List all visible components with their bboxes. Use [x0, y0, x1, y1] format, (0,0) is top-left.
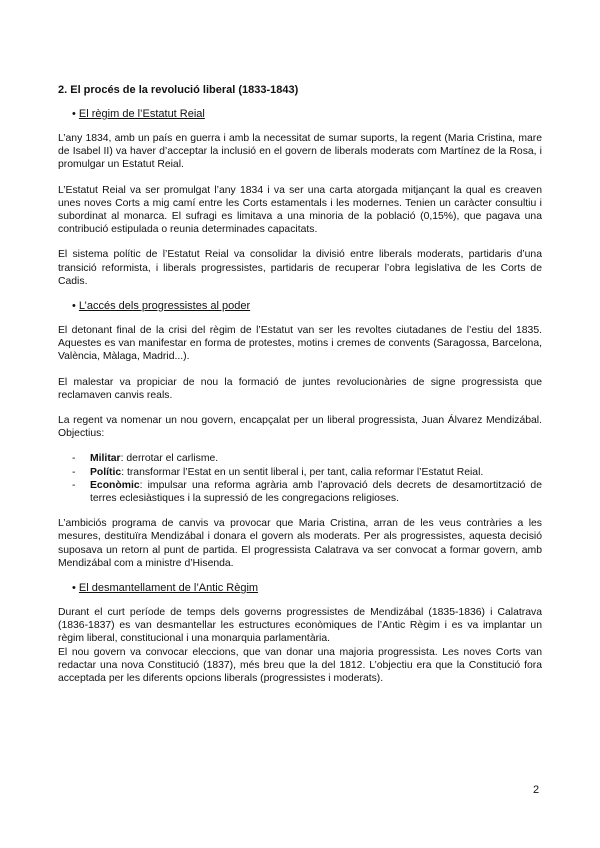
list-item	[58, 452, 542, 465]
bullet-icon: •	[72, 582, 76, 595]
objective-text: : impulsar una reforma agrària amb l’aprovació dels decrets de desamortització de terres eclesiàstiques i la supressió de les congregacions religioses.	[90, 479, 542, 505]
list-item	[58, 466, 542, 479]
dash-icon: -	[72, 479, 76, 491]
paragraph: El sistema polític de l’Estatut Reial va consolidar la divisió entre liberals moderats, partidaris d’una transició reformista, i liberals progressistes, partidaris de recuperar l’obra legislativa de les Corts de Cadis.	[58, 249, 542, 287]
subheading-text: L’accés dels progressistes al poder	[78, 300, 251, 313]
dash-icon: -	[72, 466, 76, 478]
list-item	[58, 479, 542, 505]
section-title: 2. El procés de la revolució liberal (1833-1843)	[58, 84, 299, 96]
paragraph: L’ambiciós programa de canvis va provocar que Maria Cristina, arran de les veus contràries a les mesures, destituïra Mendizábal i donara el govern als moderats. Per als progressistes, aquesta decisió suposava un retorn al punt de partida. El progressista Calatrava va ser convocat a formar govern, amb Mendizábal com a ministre d’Hisenda.	[58, 518, 542, 569]
objective-text: : derrotar el carlisme.	[120, 453, 219, 465]
objective-text: : transformar l’Estat en un sentit liberal i, per tant, calia reformar l’Estatut Reial.	[121, 466, 484, 478]
subheading-text: El règim de l’Estatut Reial	[78, 108, 205, 120]
subheading-desmantellament	[72, 582, 542, 594]
dash-icon: -	[72, 453, 76, 465]
objective-label: Militar	[90, 453, 121, 465]
bullet-icon: •	[72, 108, 76, 120]
paragraph: L’any 1834, amb un país en guerra i amb la necessitat de sumar suports, la regent (Maria Cristina, mare de Isabel II) va haver d’acceptar la inclusió en el govern de liberals moderats com Martínez de la Rosa, i promulgar un Estatut Reial.	[58, 133, 542, 171]
objective-label: Polític	[90, 466, 122, 478]
paragraph: El nou govern va convocar eleccions, que van donar una majoria progressista. Les noves Corts van redactar una nova Constitució (1837), més breu que la del 1812. L’objectiu era que la Constitució fora acceptada per les diferents opcions liberals (progressistes i moderats).	[58, 646, 542, 685]
bullet-icon: •	[72, 300, 76, 313]
paragraph: L’Estatut Reial va ser promulgat l’any 1834 i va ser una carta atorgada mitjançant la qual es creaven unes noves Corts a mig camí entre les Corts estamentals i les modernes. Tenien un caràcter consultiu i subordinat al monarca. El sufragi es limitava a una minoria de la població (0,15%), que pagava una contribució estipulada o reunia determinades capacitats.	[58, 184, 542, 236]
paragraph: El detonant final de la crisi del règim de l’Estatut van ser les revoltes ciutadanes de l’estiu del 1835. Aquestes es van manifestar en forma de protestes, motins i cremes de convents (Saragossa, Barcelona, València, Màlaga, Madrid...).	[58, 325, 542, 363]
subheading-acces-progressistes	[72, 300, 542, 312]
document-page	[58, 84, 542, 697]
paragraph: La regent va nomenar un nou govern, encapçalat per un liberal progressista, Juan Álvarez Mendizábal. Objectius:	[58, 415, 542, 440]
objectives-list	[58, 452, 542, 505]
page-number: 2	[533, 784, 540, 796]
subheading-estatut-reial	[72, 108, 542, 120]
objective-label: Econòmic	[90, 479, 140, 491]
paragraph: Durant el curt període de temps dels governs progressistes de Mendizábal (1835-1836) i Calatrava (1836-1837) es van desmantellar les estructures econòmiques de l’Antic Règim i es va implantar un règim liberal, constitucional i una monarquia parlamentària.	[58, 607, 542, 645]
paragraph: El malestar va propiciar de nou la formació de juntes revolucionàries de signe progressista que reclamaven canvis reals.	[58, 376, 542, 401]
subheading-text: El desmantellament de l’Antic Règim	[78, 582, 259, 595]
